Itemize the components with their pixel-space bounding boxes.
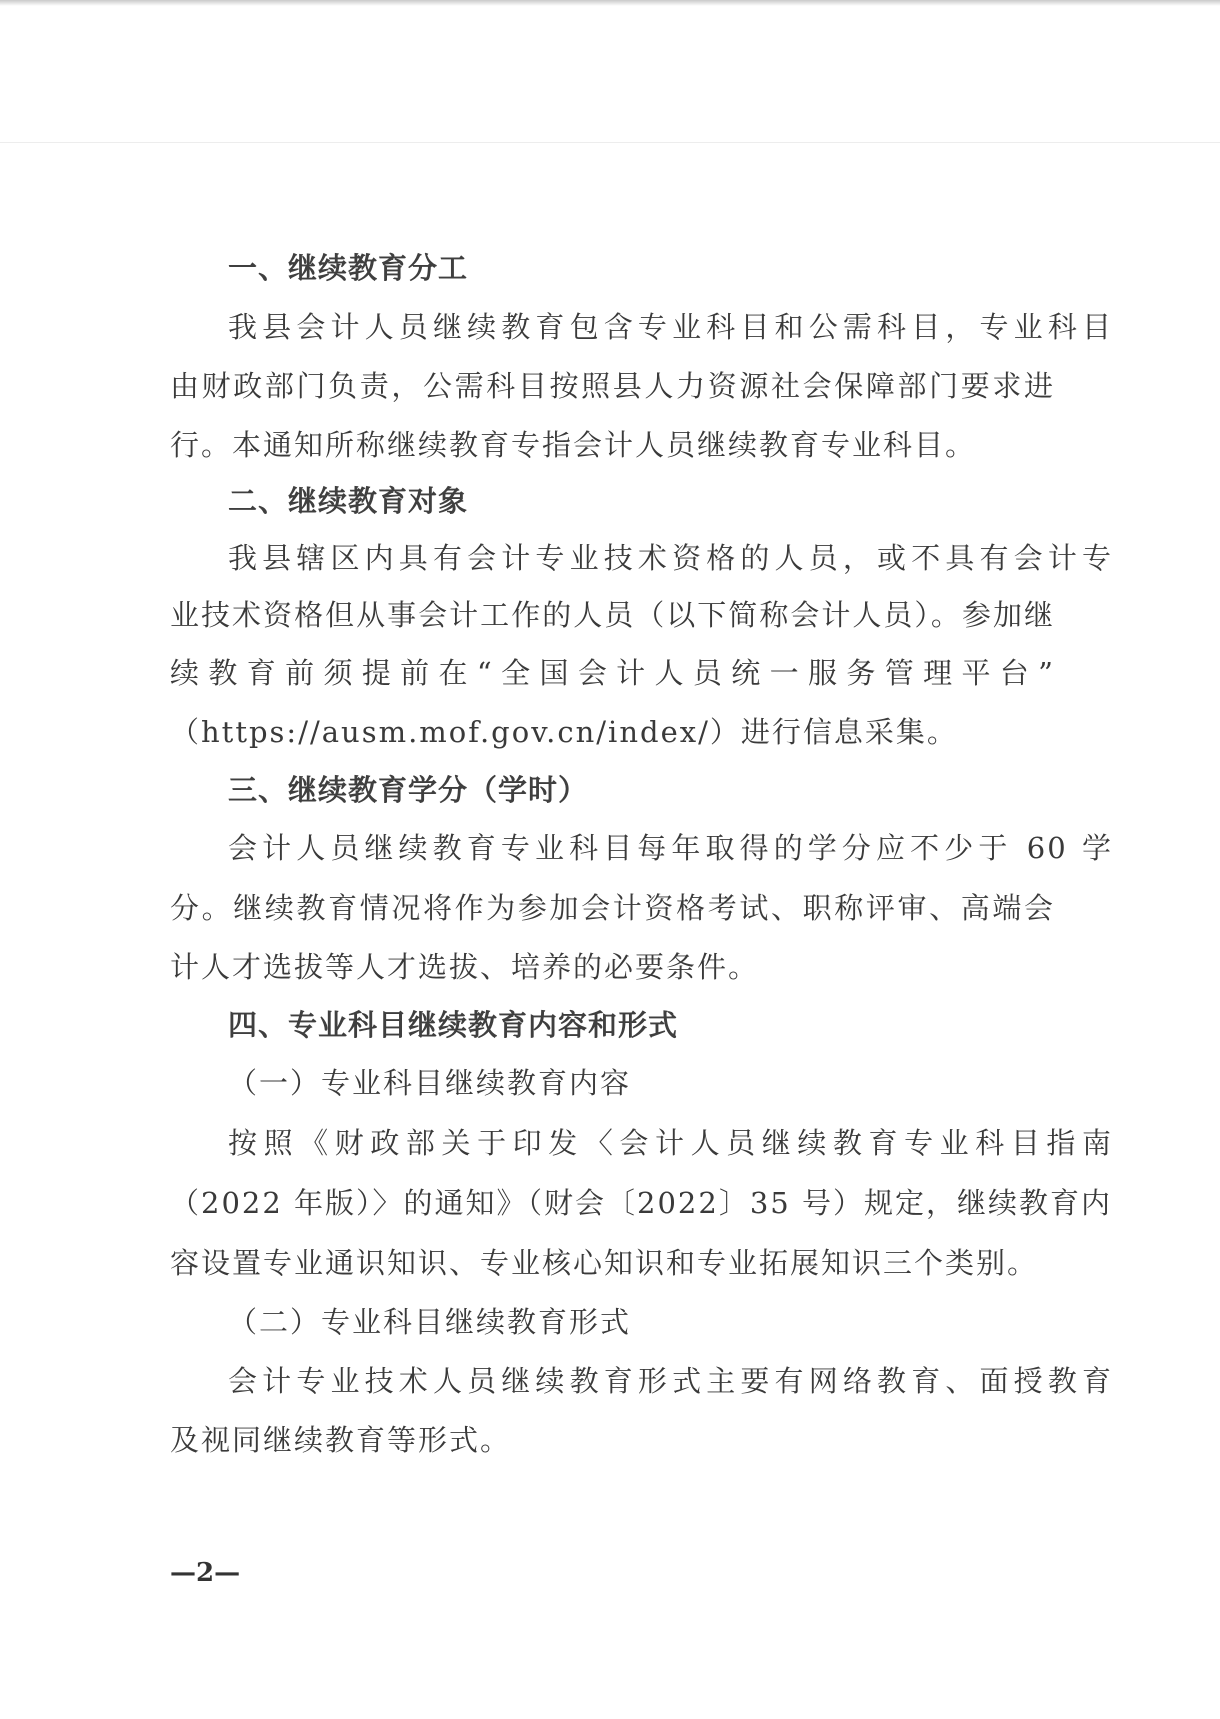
- page-number: —2—: [170, 1558, 241, 1588]
- subsection-heading-1: （一）专业科目继续教育内容: [228, 1066, 632, 1100]
- paragraph-line: 续教育前须提前在“全国会计人员统一服务管理平台”: [170, 656, 1055, 690]
- paragraph-line: 我县辖区内具有会计专业技术资格的人员，或不具有会计专: [228, 541, 1113, 575]
- section-heading-3: 三、继续教育学分（学时）: [228, 773, 589, 807]
- paragraph-line: （2022 年版）〉的通知》（财会〔2022〕35 号）规定，继续教育内: [170, 1186, 1112, 1220]
- paragraph-line: 会计专业技术人员继续教育形式主要有网络教育、面授教育: [228, 1364, 1113, 1398]
- section-heading-2: 二、继续教育对象: [228, 484, 469, 518]
- paragraph-line: 按照《财政部关于印发〈会计人员继续教育专业科目指南: [228, 1126, 1113, 1160]
- scan-top-edge: [0, 0, 1220, 6]
- paragraph-line: 我县会计人员继续教育包含专业科目和公需科目，专业科目: [228, 310, 1113, 344]
- scan-fold-line: [0, 142, 1220, 143]
- subsection-heading-2: （二）专业科目继续教育形式: [228, 1305, 632, 1339]
- paragraph-line: 及视同继续教育等形式。: [170, 1423, 512, 1457]
- paragraph-line: 容设置专业通识知识、专业核心知识和专业拓展知识三个类别。: [170, 1246, 1039, 1280]
- section-heading-1: 一、继续教育分工: [228, 251, 469, 285]
- section-heading-4: 四、专业科目继续教育内容和形式: [228, 1008, 679, 1042]
- paragraph-line: 计人才选拔等人才选拔、培养的必要条件。: [170, 950, 760, 984]
- paragraph-line: 行。本通知所称继续教育专指会计人员继续教育专业科目。: [170, 428, 977, 462]
- paragraph-line: 由财政部门负责，公需科目按照县人力资源社会保障部门要求进: [170, 369, 1055, 403]
- paragraph-line: 分。继续教育情况将作为参加会计资格考试、职称评审、高端会: [170, 891, 1055, 925]
- paragraph-line: 业技术资格但从事会计工作的人员（以下简称会计人员）。参加继: [170, 598, 1055, 632]
- paragraph-line: （https://ausm.mof.gov.cn/index/）进行信息采集。: [170, 715, 958, 749]
- paragraph-line: 会计人员继续教育专业科目每年取得的学分应不少于 60 学: [228, 831, 1113, 865]
